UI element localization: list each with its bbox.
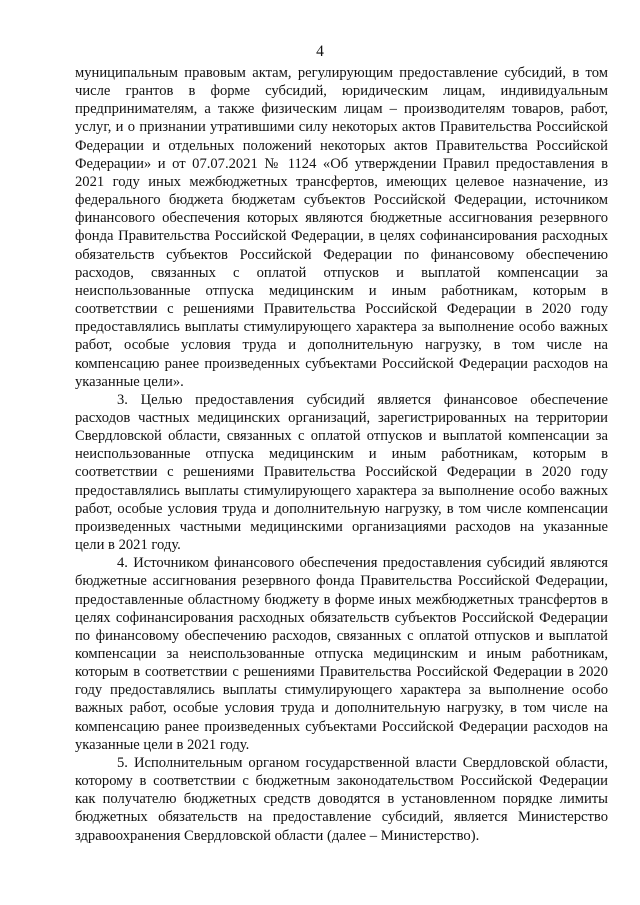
page-number: 4 [316,43,324,60]
paragraph-4: 4. Источником финансового обеспечения предоставления субсидий являются бюджетные ассигнования резервного фонда Правительства Российской Федерации, предоставленные областному бюджету в форме иных межбюджетных трансфертов в целях софинансирования расходных обязательств субъектов Российской Федерации по финансовому обеспечению расходов, связанных с оплатой отпусков и выплатой компенсации за неиспользованные отпуска медицинским и иным работникам, которым в соответствии с решениями Правительства Российской Федерации в 2020 году предоставлялись выплаты стимулирующего характера за выполнение особо важных работ, особые условия труда и дополнительную нагрузку, в том числе на компенсацию ранее произведенных субъектами Российской Федерации расходов на указанные цели в 2021 году. [75,555,608,753]
paragraph-5: 5. Исполнительным органом государственной власти Свердловской области, которому в соответствии с бюджетным законодательством Российской Федерации как получателю бюджетных средств доводятся в установленном порядке лимиты бюджетных обязательств на предоставление субсидий, является Министерство здравоохранения Свердловской области (далее – Министерство). [75,754,608,844]
document-body [75,64,608,845]
paragraph-2-continuation: муниципальным правовым актам, регулирующим предоставление субсидий, в том числе грантов в форме субсидий, юридическим лицам, индивидуальным предпринимателям, а также физическим лицам – производителям товаров, работ, услуг, и о признании утратившими силу некоторых актов Правительства Российской Федерации и отдельных положений некоторых актов Правительства Российской Федерации» и от 07.07.2021 № 1124 «Об утверждении Правил предоставления в 2021 году иных межбюджетных трансфертов, имеющих целевое назначение, из федерального бюджета бюджетам субъектов Российской Федерации, источником финансового обеспечения которых являются бюджетные ассигнования резервного фонда Правительства Российской Федерации, в целях софинансирования расходных обязательств субъектов Российской Федерации по финансовому обеспечению расходов, связанных с оплатой отпусков и выплатой компенсации за неиспользованные отпуска медицинским и иным работникам, которым в соответствии с решениями Правительства Российской Федерации в 2020 году предоставлялись выплаты стимулирующего характера за выполнение особо важных работ, особые условия труда и дополнительную нагрузку, в том числе на компенсацию ранее произведенных субъектами Российской Федерации расходов на указанные цели». [75,65,608,390]
paragraph-3: 3. Целью предоставления субсидий является финансовое обеспечение расходов частных медицинских организаций, зарегистрированных на территории Свердловской области, связанных с оплатой отпусков и выплатой компенсации за неиспользованные отпуска медицинским и иным работникам, которым в соответствии с решениями Правительства Российской Федерации в 2020 году предоставлялись выплаты стимулирующего характера за выполнение особо важных работ, особые условия труда и дополнительную нагрузку, в том числе компенсации произведенных частными медицинскими организациями расходов на указанные цели в 2021 году. [75,391,608,554]
